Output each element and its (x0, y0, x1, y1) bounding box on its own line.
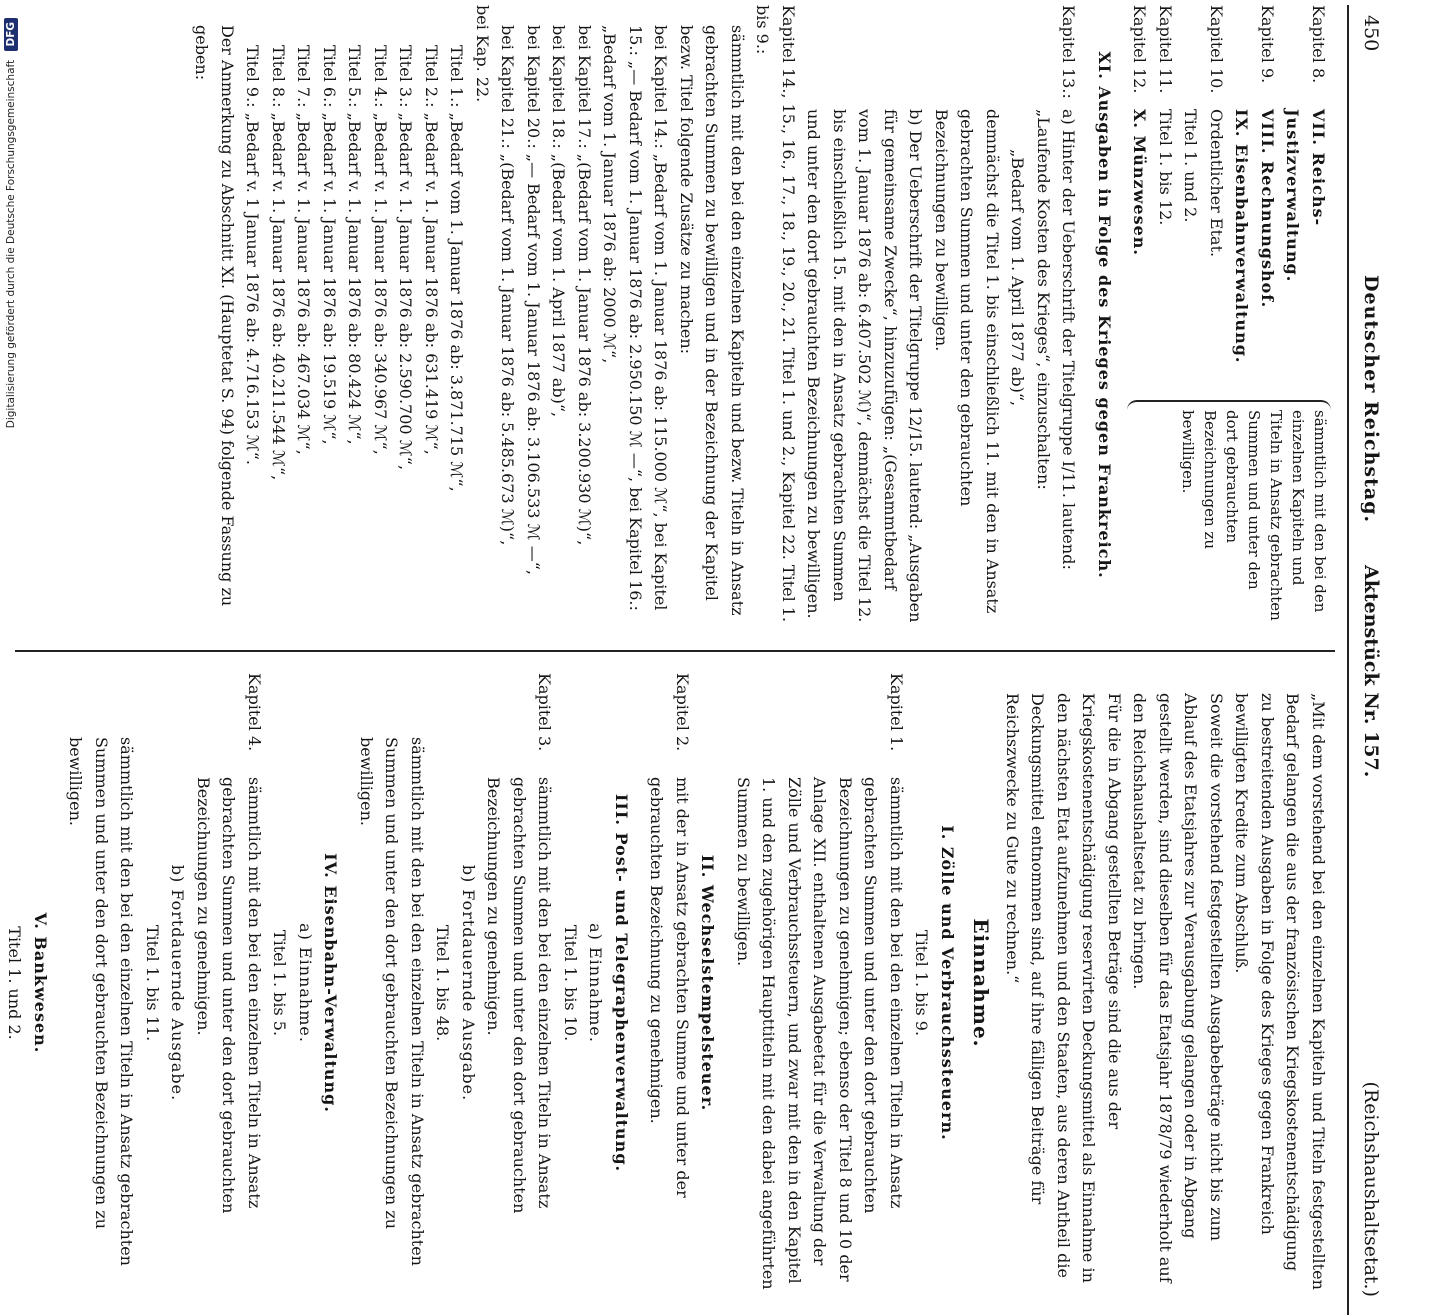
document-subtitle: (Reichshaushaltsetat.) (1360, 1081, 1382, 1297)
paragraph: mit der in Ansatz gebrachten Summe und unter der gebrauchten Bezeichnung zu genehmigen. (647, 777, 692, 1198)
section-heading-xi: XI. Ausgaben in Folge des Krieges gegen Frankreich. (1095, 51, 1114, 579)
section-heading: II. Wechselstempelsteuer. (698, 854, 718, 1112)
einnahme-heading: Einnahme. (969, 918, 994, 1048)
paragraph: bei Kapitel 20.: „— Bedarf vom 1. Januar 1876 ab: 3.106.533 ℳ —“, (524, 25, 543, 575)
aktenstueck-number: Aktenstück Nr. 157. (1360, 565, 1382, 778)
chapter-row (1280, 5, 1331, 388)
paragraph: bei Kapitel 21.: „(Bedarf vom 1. Januar 1876 ab: 5.485.673 ℳ)“, (498, 25, 518, 546)
document-page (3, 5, 1393, 1315)
chapter-heading: IX. Eisenbahnverwaltung. (1232, 109, 1252, 364)
right-column (0, 673, 1331, 1293)
titel-range: Titel 1. und 2. (5, 926, 25, 1040)
chapter-text: Titel 1. bis 12. (1156, 109, 1175, 226)
chapter-row (1204, 5, 1230, 388)
chapter-heading: X. Münzwesen. (1130, 109, 1150, 256)
paragraph: „Mit dem vorstehend bei den einzelnen Kapiteln und Titeln festgestellten Bedarf gelangen die aus der französischen Kriegskostenentschädigung zu bestreitenden Ausgaben in Folge des Krieges gegen Frankreich bewilligten Kredite zum Abschluß. (1232, 693, 1328, 1290)
titel-line: Titel 8.: „Bedarf v. 1. Januar 1876 ab: 40.211.544 ℳ“, (269, 45, 288, 481)
section-heading: IV. Eisenbahn-Verwaltung. (321, 853, 341, 1113)
titel-line: Titel 6.: „Bedarf v. 1. Januar 1876 ab: 19.519 ℳ“, (320, 45, 339, 445)
chapter-text: Titel 1. und 2. (1181, 109, 1201, 223)
kapitel-label: Kapitel 9. (1258, 5, 1277, 84)
titel-line: Titel 5.: „Bedarf v. 1. Januar 1876 ab: 80.424 ℳ“, (345, 45, 365, 445)
kapitel-label: Kapitel 12. (1130, 5, 1150, 94)
chapter-row (1178, 5, 1204, 388)
kapitel-label: Kapitel 2. (673, 673, 692, 752)
section-heading: III. Post- und Telegraphenverwaltung. (612, 793, 631, 1173)
titel-line: Titel 2.: „Bedarf v. 1. Januar 1876 ab: 631.419 ℳ“, (422, 45, 441, 455)
paragraph: sämmtlich mit den bei den einzelnen Titeln in Ansatz gebrachten Summen und unter den dort gebrauchten Bezeichnungen zu bewilligen. (66, 737, 137, 1266)
paragraph: Kapitel 14., 15., 16., 17., 18., 19., 20., 21. Titel 1. und 2., Kapitel 22. Titel 1. bis 9.: (753, 5, 798, 623)
titel-range: Titel 1. bis 48. (433, 924, 453, 1042)
section-heading: I. Zölle und Verbrauchssteuern. (938, 825, 957, 1141)
titel-range: Titel 1. bis 9. (912, 929, 932, 1037)
paragraph: sämmtlich mit den bei den einzelnen Titeln in Ansatz gebrachten Summen und unter den dort gebrauchten Bezeichnungen zu genehmigen; ebenso der Titel 8 und 10 der Anlage XII. enthaltenen Ausgabeetat für die Verwaltung der Zölle und Verbrauchssteuern, und zwar mit den in den Kapitel 1. und den zugehörigen Haupttiteln mit den dabei angeführten Summen zu bewilligen. (734, 777, 906, 1290)
titel-line: Titel 7.: „Bedarf v. 1. Januar 1876 ab: 467.034 ℳ“, (294, 45, 314, 455)
page-header (1347, 5, 1393, 1315)
titel-range: Titel 1. bis 11. (143, 924, 162, 1042)
paragraph: bei Kapitel 18.: „(Bedarf vom 1. April 1877 ab)“, (549, 25, 569, 418)
brace-note: sämmtlich mit den bei den einzelnen Kapiteln und Titeln in Ansatz gebrachten Summen und unter den dort gebrauchten Bezeichnungen zu bewilligen. (1127, 400, 1331, 625)
left-column (189, 5, 1331, 625)
paragraph: demnächst die Titel 1. bis einschließlich 11. mit den in Ansatz gebrachten Summen und unter den gebrauchten Bezeichnungen zu bewilligen. (932, 109, 1002, 614)
paragraph: sämmtlich mit den bei den einzelnen Kapiteln und bezw. Titeln in Ansatz gebrachten Summen zu bewilligen und in der Bezeichnung der Kapitel bezw. Titel folgende Zusätze zu machen: (677, 25, 747, 616)
paragraph: Für die in Abgang gestellten Beträge sind die aus der Kriegskostenentschädigung reservirten Deckungsmittel als Einnahme in den nächsten Etat aufzunehmen und den Staaten, aus deren Antheil die Deckungsmittel entnommen sind, auf ihre fälligen Beiträge für Reichszwecke zu Gute zu rechnen.“ (1003, 693, 1124, 1283)
kapitel-label: Kapitel 13.: (1059, 5, 1079, 99)
kapitel-label (1229, 5, 1255, 101)
chapter-text: Ordentlicher Etat. (1207, 109, 1226, 258)
chapter-row (1127, 5, 1153, 388)
paragraph: bei Kap. 22. (473, 5, 492, 103)
titel-range: Titel 1. bis 5. (270, 929, 290, 1037)
page-number: 450 (1360, 15, 1382, 52)
paragraph: sämmtlich mit den bei den einzelnen Titeln in Ansatz gebrachten Summen und unter den dort gebrauchten Bezeichnungen zu genehmigen. (194, 777, 264, 1214)
titel-line: Titel 9.: „Bedarf v. 1 Januar 1876 ab: 4.716.153 ℳ“. (243, 45, 263, 465)
paragraph: bei Kapitel 17.: „(Bedarf vom 1. Januar 1876 ab: 3.200.930 ℳ)“, (575, 25, 594, 546)
paragraph: Soweit die vorstehend festgestellten Ausgabebeträge nicht bis zum Ablauf des Etatsjahres zur Verausgabung gelangen oder in Abgang gestellt werden, sind dieselben für das Etatsjahr 1878/79 wiederholt auf den Reichshaushaltsetat zu bringen. (1130, 693, 1226, 1283)
kapitel-label (1178, 5, 1204, 101)
paragraph: sämmtlich mit den bei den einzelnen Titeln in Ansatz gebrachten Summen und unter den dort gebrauchten Bezeichnungen zu genehmigen. (484, 777, 555, 1214)
paragraph: a) Hinter der Ueberschrift der Titelgruppe I/11. lautend: „Laufende Kosten des Krieges“, einzuschalten: (1034, 109, 1079, 570)
subsection-heading: b) Fortdauernde Ausgabe. (168, 864, 188, 1102)
paragraph: „Bedarf vom 1. April 1877 ab)“, (1008, 149, 1028, 407)
subsection-heading: a) Einnahme. (296, 923, 315, 1043)
footer-text: Digitalisierung gefördert durch die Deutsche Forschungsgemeinschaft (5, 59, 17, 429)
kapitel-label: Kapitel 8. (1309, 5, 1328, 84)
publication-title: Deutscher Reichstag. (1360, 275, 1382, 524)
chapter-row (1255, 5, 1281, 388)
kapitel-label: Kapitel 1. (887, 673, 906, 752)
kapitel-label: Kapitel 11. (1156, 5, 1175, 94)
kapitel-label: Kapitel 3. (535, 673, 555, 752)
titel-line: Titel 1.: „Bedarf vom 1. Januar 1876 ab: 3.871.715 ℳ“, (447, 45, 467, 492)
subsection-heading: b) Fortdauernde Ausgabe. (459, 864, 478, 1102)
kapitel-label: Kapitel 10. (1207, 5, 1226, 94)
chapter-heading: VII. Reichs-Justizverwaltung. (1283, 109, 1328, 283)
column-divider (15, 650, 1335, 652)
kapitel-label: Kapitel 4. (245, 673, 264, 752)
dfg-logo: DFG (4, 18, 18, 51)
section-heading: V. Bankwesen. (31, 912, 50, 1054)
paragraph: Der Anmerkung zu Abschnitt XI. (Hauptetat S. 94) folgende Fassung zu geben: (192, 25, 237, 607)
subsection-heading: a) Einnahme. (586, 923, 606, 1043)
chapter-row (1229, 5, 1255, 388)
paragraph: sämmtlich mit den bei den einzelnen Titeln in Ansatz gebrachten Summen und unter den dort gebrauchten Bezeichnungen zu bewilligen. (357, 737, 427, 1266)
paragraph: b) Der Ueberschrift der Titelgruppe 12/15. lautend: „Ausgaben für gemeinsame Zwecke“, hinzuzufügen: „(Gesammtbedarf vom 1. Januar 1876 ab: 6.407.502 ℳ)“, demnächst die Titel 12. bis einschließlich 15. mit den in Ansatz gebrachten Summen und unter den dort gebrauchten Bezeichnungen zu bewilligen. (804, 109, 926, 623)
titel-line: Titel 3.: „Bedarf v. 1. Januar 1876 ab: 2.590.700 ℳ“, (396, 45, 416, 471)
chapter-heading: VIII. Rechnungshof. (1258, 109, 1277, 309)
paragraph: bei Kapitel 14.: „Bedarf vom 1. Januar 1876 ab: 115.000 ℳ“, bei Kapitel 15.: „— Bedarf vom 1. Januar 1876 ab: 2.950.150 ℳ —“, bei Kapitel 16.: „Bedarf vom 1. Januar 1876 ab: 2000 ℳ“, (600, 25, 671, 611)
titel-line: Titel 4.: „Bedarf v. 1. Januar 1876 ab: 340.967 ℳ“, (371, 45, 390, 455)
chapter-row (1153, 5, 1179, 388)
digitization-footer (0, 0, 22, 1000)
titel-range: Titel 1. bis 10. (561, 924, 580, 1042)
